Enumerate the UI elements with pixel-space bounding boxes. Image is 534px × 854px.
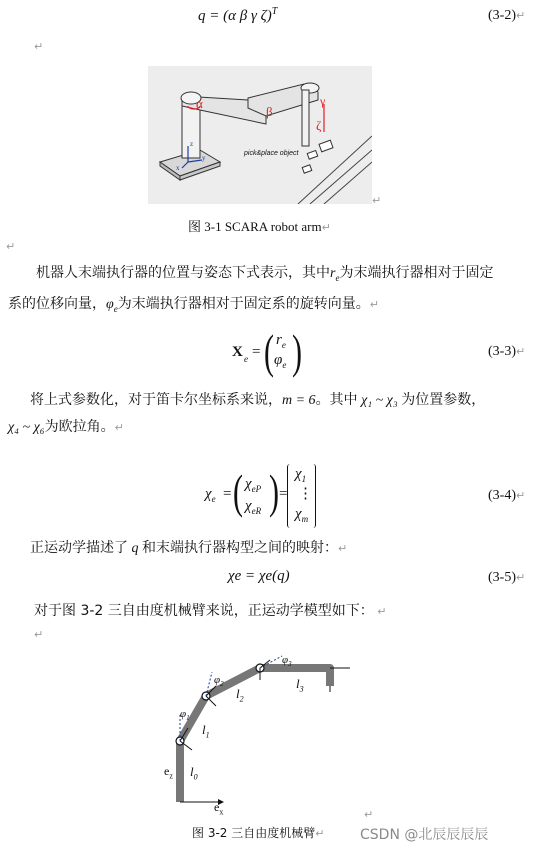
label-alpha: α [196, 96, 203, 111]
label-phi1: $\varphi_1$ [180, 708, 190, 723]
axis-z-label: z [190, 140, 194, 148]
paragraph-mark: ↵ [6, 240, 16, 253]
label-ez: $e_z$ [164, 764, 173, 781]
figure-caption-3-2: 图 3-2 三自由度机械臂↵ [192, 826, 325, 840]
figure-three-dof-arm [150, 646, 370, 816]
label-gamma: γ [320, 94, 326, 108]
equation-3-3: X e = ( $r_e$ $\varphi_e$ ) [232, 325, 302, 379]
equation-number: (3-2)↵ [488, 8, 526, 23]
label-l1: $l_1$ [202, 722, 210, 740]
paragraph-mark: ↵ [364, 808, 374, 821]
equation-3-5: χe = χe(q) [228, 568, 290, 584]
csdn-watermark: CSDN @北辰辰辰辰 [360, 827, 489, 843]
paragraph-parameterization: 将上式参数化，对于笛卡尔坐标系来说，m = 6。其中 χ₁ ~ χ₃ 为位置参数， χ₄ ~ χ₆为欧拉角。↵ [8, 392, 486, 435]
equation-number: (3-4)↵ [488, 488, 526, 503]
label-l3: $l_3$ [296, 676, 304, 694]
label-ex: $e_x$ [214, 800, 224, 817]
equation-number: (3-3)↵ [488, 344, 526, 359]
label-beta: β [266, 104, 273, 119]
label-zeta: ζ [316, 118, 322, 133]
label-l0: $l_0$ [190, 764, 198, 782]
label-phi2: $\varphi_2$ [214, 674, 224, 689]
paragraph-mark: ↵ [34, 628, 44, 641]
equation-3-2: q = (α β γ ζ)$^T$ [198, 6, 278, 24]
equation-3-4: $\chi_e$ = ( $\chi_{eP}$ $\chi_{eR}$ ) = $\chi_1$ ⋮ $\chi_m$ [205, 464, 325, 528]
scara-robot-illustration [148, 66, 372, 204]
figure-scara [148, 66, 372, 204]
pick-place-label: pick&place object [244, 150, 299, 157]
paragraph-mark: ↵ [372, 194, 382, 207]
figure-caption-3-1: 图 3-1 SCARA robot arm↵ [188, 219, 331, 234]
axis-x-label: x [176, 164, 180, 172]
label-phi3: $\varphi_3$ [282, 654, 292, 669]
label-l2: $l_2$ [236, 686, 244, 704]
axis-y-label: y [202, 154, 206, 162]
paragraph-mark: ↵ [34, 40, 44, 53]
equation-number: (3-5)↵ [488, 570, 526, 585]
paragraph-end-effector: 机器人末端执行器的位置与姿态下式表示，其中$r_e$为末端执行器相对于固定 系的位移向量，$\varphi_e$为末端执行器相对于固定系的旋转向量。↵ [8, 265, 494, 314]
three-dof-arm-diagram [150, 646, 370, 816]
paragraph-three-dof: 对于图 3-2 三自由度机械臂来说，正运动学模型如下： ↵ [34, 603, 387, 619]
paragraph-forward-kinematics: 正运动学描述了 q 和末端执行器构型之间的映射：↵ [30, 540, 348, 556]
